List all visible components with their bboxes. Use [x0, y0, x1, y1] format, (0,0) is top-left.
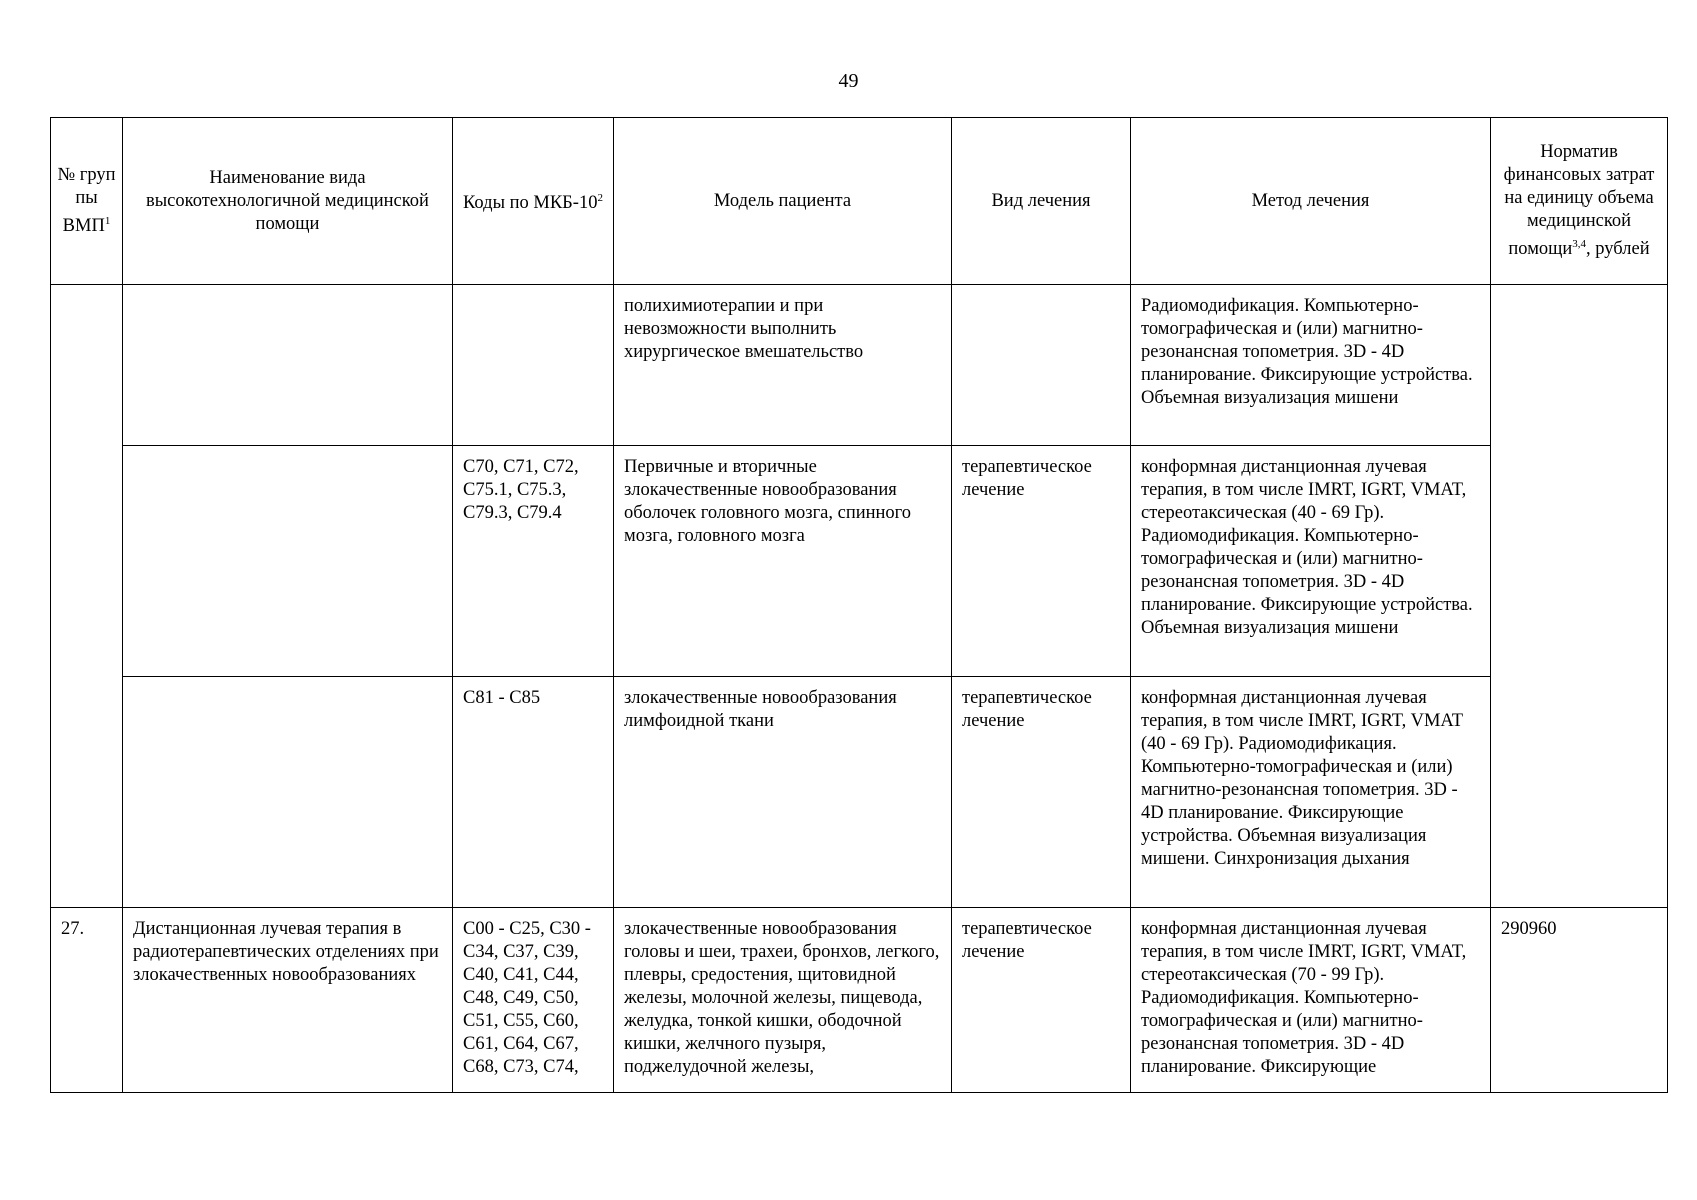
- header-treatment-method: Метод лечения: [1131, 118, 1491, 285]
- cell-treatment-method: конформная дистанционная лучевая терапия, в том числе IMRT, IGRT, VMAT (40 - 69 Гр). Радиомодификация. Компьютерно-томографическая и (или) магнитно-резонансная топометрия. 3D - 4D планирование. Фиксирующие устройства. Объемная визуализация мишени. Синхронизация дыхания: [1131, 677, 1491, 908]
- cell-icd-codes: C81 - C85: [453, 677, 614, 908]
- cell-treatment-type: терапевтическое лечение: [952, 677, 1131, 908]
- cell-icd-codes: [453, 285, 614, 446]
- cell-cost-continued: [1491, 285, 1668, 908]
- vmp-table: [50, 117, 1668, 1093]
- cell-patient-model: полихимиотерапии и при невозможности выполнить хирургическое вмешательство: [614, 285, 952, 446]
- table-row: [51, 677, 1668, 908]
- header-care-type-name: Наименование вида высокотехнологичной медицинской помощи: [123, 118, 453, 285]
- header-cost-standard: Норматив финансовых затрат на единицу объема медицинской помощи$^{3,4}$, рублей: [1491, 118, 1668, 285]
- table-row: [51, 908, 1668, 1093]
- cell-care-type-name: Дистанционная лучевая терапия в радиотерапевтических отделениях при злокачественных новообразованиях: [123, 908, 453, 1093]
- cell-treatment-method: Радиомодификация. Компьютерно-томографическая и (или) магнитно-резонансная топометрия. 3D - 4D планирование. Фиксирующие устройства. Объемная визуализация мишени: [1131, 285, 1491, 446]
- cell-treatment-type: терапевтическое лечение: [952, 908, 1131, 1093]
- cell-care-type-name: [123, 677, 453, 908]
- cell-treatment-method: конформная дистанционная лучевая терапия, в том числе IMRT, IGRT, VMAT, стереотаксическая (70 - 99 Гр). Радиомодификация. Компьютерно-томографическая и (или) магнитно-резонансная топометрия. 3D - 4D планирование. Фиксирующие: [1131, 908, 1491, 1093]
- cell-group-number-continued: [51, 285, 123, 908]
- cell-icd-codes: C70, C71, C72, C75.1, C75.3, C79.3, C79.4: [453, 446, 614, 677]
- cell-treatment-type: [952, 285, 1131, 446]
- cell-group-number: 27.: [51, 908, 123, 1093]
- cell-care-type-name: [123, 446, 453, 677]
- page-number: 49: [838, 70, 859, 92]
- cell-care-type-name: [123, 285, 453, 446]
- table-row: [51, 285, 1668, 446]
- table-row: [51, 446, 1668, 677]
- cell-icd-codes: C00 - C25, C30 - C34, C37, C39, C40, C41, C44, C48, C49, C50, C51, C55, C60, C61, C64, C67, C68, C73, C74,: [453, 908, 614, 1093]
- header-group-number: № груп пы ВМП$^1$: [51, 118, 123, 285]
- cell-treatment-method: конформная дистанционная лучевая терапия, в том числе IMRT, IGRT, VMAT, стереотаксическая (40 - 69 Гр). Радиомодификация. Компьютерно-томографическая и (или) магнитно-резонансная топометрия. 3D - 4D планирование. Фиксирующие устройства. Объемная визуализация мишени: [1131, 446, 1491, 677]
- table-header: [51, 118, 1668, 285]
- cell-patient-model: Первичные и вторичные злокачественные новообразования оболочек головного мозга, спинного мозга, головного мозга: [614, 446, 952, 677]
- cell-treatment-type: терапевтическое лечение: [952, 446, 1131, 677]
- cell-patient-model: злокачественные новообразования головы и шеи, трахеи, бронхов, легкого, плевры, средостения, щитовидной железы, молочной железы, пищевода, желудка, тонкой кишки, ободочной кишки, желчного пузыря, поджелудочной железы,: [614, 908, 952, 1093]
- cell-cost: 290960: [1491, 908, 1668, 1093]
- header-patient-model: Модель пациента: [614, 118, 952, 285]
- cell-patient-model: злокачественные новообразования лимфоидной ткани: [614, 677, 952, 908]
- header-icd-codes: Коды по МКБ-$10^2$: [453, 118, 614, 285]
- header-treatment-type: Вид лечения: [952, 118, 1131, 285]
